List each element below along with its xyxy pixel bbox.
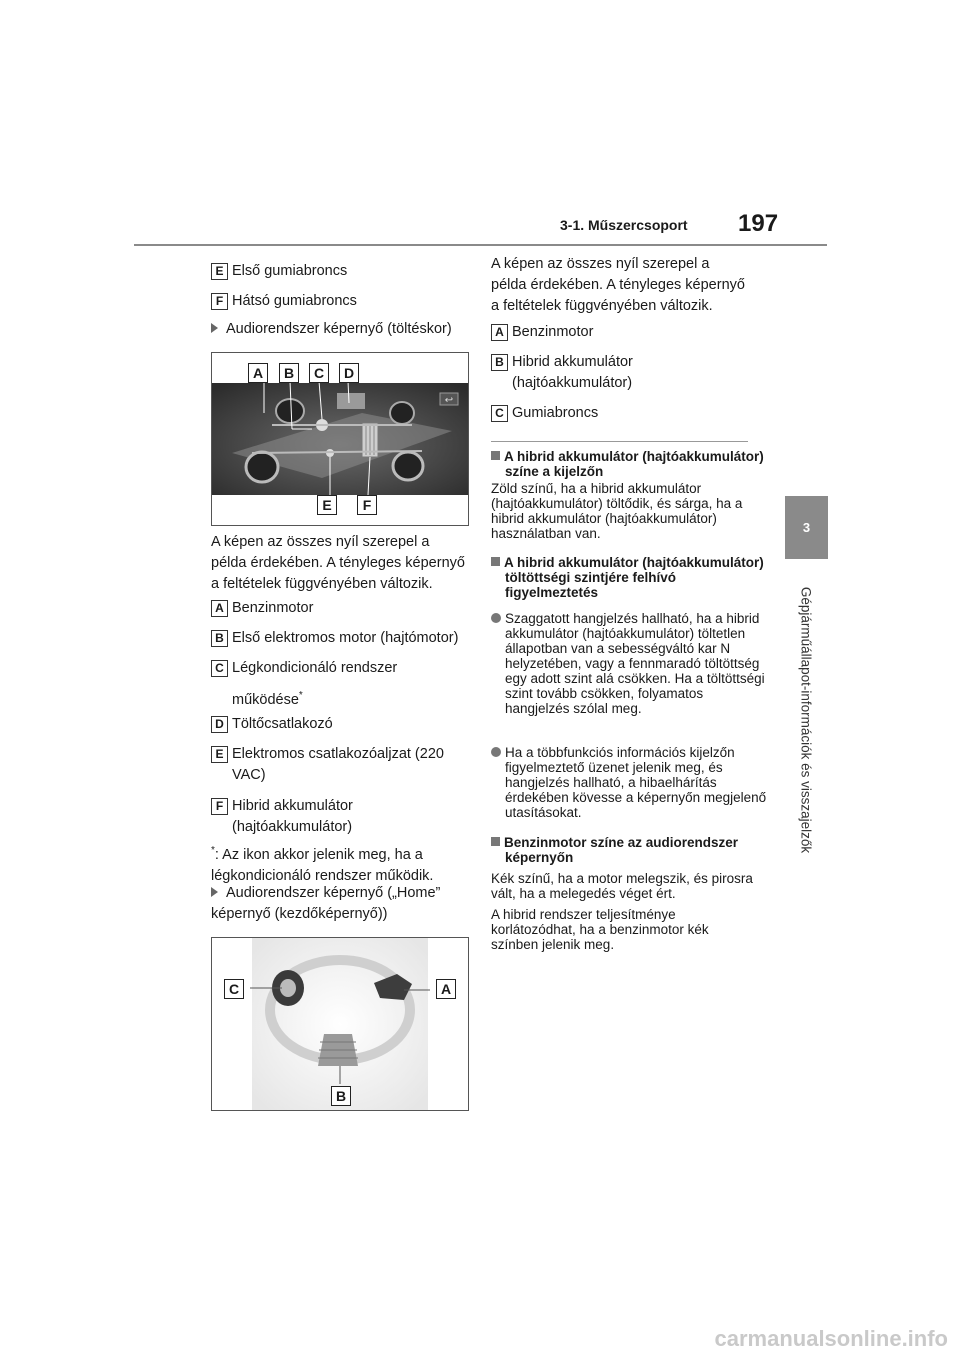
footnote	[211, 840, 467, 887]
heading-text: Benzinmotor színe az audiorendszer képernyőn	[504, 835, 739, 865]
bullet-warning-message	[491, 745, 767, 820]
letter-badge: E	[211, 263, 228, 280]
letter-badge: C	[491, 405, 508, 422]
energy-monitor-home-figure	[211, 937, 469, 1111]
letter-badge: A	[491, 324, 508, 341]
callout-label: F	[357, 495, 377, 515]
list-item-rear-tire	[211, 291, 357, 312]
footnote-marker: *	[298, 690, 303, 701]
list-item-charging-inlet	[211, 714, 333, 735]
page-number: 197	[738, 210, 779, 237]
list-item-gasoline-engine-home	[491, 322, 593, 343]
letter-badge: F	[211, 293, 228, 310]
letter-badge: B	[211, 630, 228, 647]
callout-label: B	[279, 363, 299, 383]
item-text: Töltőcsatlakozó	[232, 716, 333, 732]
divider	[491, 441, 748, 442]
square-bullet-icon	[491, 557, 500, 566]
list-item-gasoline-engine	[211, 598, 313, 619]
item-text: Gumiabroncs	[512, 405, 599, 421]
paragraph-performance: A hibrid rendszer teljesítménye korlátozódhat, ha a benzinmotor kék színben jelenik meg.	[491, 907, 709, 952]
list-item-tire-home	[491, 403, 598, 424]
item-text: Hátsó gumiabroncs	[232, 293, 357, 309]
letter-badge: E	[211, 746, 228, 763]
arrow-item-charging-screen	[211, 319, 452, 340]
callout-label: D	[339, 363, 359, 383]
callout-label: E	[317, 495, 337, 515]
arrow-item-home-screen	[211, 883, 461, 925]
bullet-buzzer	[491, 611, 767, 716]
item-text: Első gumiabroncs	[232, 263, 348, 279]
energy-flow-illustration	[212, 938, 468, 1110]
list-item-first-tire	[211, 261, 347, 282]
list-item-hybrid-battery	[211, 796, 442, 838]
round-bullet-icon	[491, 613, 501, 623]
list-item-ac-operation	[211, 658, 402, 714]
item-text-main: Légkondicionáló rendszer működése	[232, 660, 398, 708]
list-item-power-outlet	[211, 744, 450, 786]
letter-badge: B	[491, 354, 508, 371]
list-item-front-motor	[211, 628, 458, 649]
header-rule	[134, 244, 827, 246]
chapter-number: 3	[802, 520, 811, 535]
back-arrow-icon: ↩	[444, 395, 454, 406]
item-text: Hibrid akkumulátor (hajtóakkumulátor)	[512, 354, 633, 391]
heading-text: A hibrid akkumulátor (hajtóakkumulátor) színe a kijelzőn	[504, 449, 764, 479]
list-item-hybrid-battery-home	[491, 352, 737, 394]
footnote-text: : Az ikon akkor jelenik meg, ha a légkondicionáló rendszer működik.	[211, 846, 434, 884]
letter-badge: A	[211, 600, 228, 617]
item-text: Benzinmotor	[512, 324, 594, 340]
figure-note: A képen az összes nyíl szerepel a példa érdekében. A tényleges képernyő a feltételek függvényében változik.	[211, 534, 465, 592]
item-text: Első elektromos motor (hajtómotor)	[232, 630, 459, 646]
triangle-bullet-icon	[211, 323, 218, 333]
figure-note-right: A képen az összes nyíl szerepel a példa érdekében. A tényleges képernyő a feltételek függvényében változik.	[491, 256, 745, 314]
heading-engine-color	[491, 835, 767, 865]
heading-text: A hibrid akkumulátor (hajtóakkumulátor) töltöttségi szintjére felhívó figyelmeztetés	[504, 555, 764, 600]
callout-label: C	[224, 979, 244, 999]
letter-badge: D	[211, 716, 228, 733]
watermark: carmanualsonline.info	[714, 1326, 948, 1351]
energy-monitor-charging-figure	[211, 352, 469, 526]
arrow-item-text: Audiorendszer képernyő („Home” képernyő (kezdőképernyő))	[211, 885, 441, 922]
triangle-bullet-icon	[211, 887, 218, 897]
bullet-text: Ha a többfunkciós információs kijelzőn figyelmeztető üzenet jelenik meg, és hangjelzés hallható, a hibaelhárítás érdekében kövesse a képernyőn megjelenő utasításokat.	[505, 745, 767, 820]
chapter-side-title-text: Gépjárműállapot-információk és visszajelzők	[798, 586, 814, 853]
callout-label: C	[309, 363, 329, 383]
chapter-side-title	[784, 568, 828, 871]
chapter-tab	[785, 496, 828, 559]
square-bullet-icon	[491, 451, 500, 460]
item-text: Benzinmotor	[232, 600, 314, 616]
round-bullet-icon	[491, 747, 501, 757]
footnote-asterisk: *	[211, 845, 215, 856]
callout-label: A	[248, 363, 268, 383]
item-text: Elektromos csatlakozóaljzat (220 VAC)	[232, 746, 444, 783]
section-title: 3-1. Műszercsoport	[560, 217, 688, 233]
square-bullet-icon	[491, 837, 500, 846]
paragraph-battery-color: Zöld színű, ha a hibrid akkumulátor (hajtóakkumulátor) töltődik, és sárga, ha a hibrid akkumulátor (hajtóakkumulátor) használatban van.	[491, 481, 743, 541]
heading-battery-color	[491, 449, 767, 479]
callout-label: B	[331, 1086, 351, 1106]
heading-battery-warning	[491, 555, 767, 600]
letter-badge: C	[211, 660, 228, 677]
paragraph-engine-color: Kék színű, ha a motor melegszik, és pirosra vált, ha a melegedés véget ért.	[491, 871, 753, 901]
item-text: Hibrid akkumulátor (hajtóakkumulátor)	[232, 798, 353, 835]
arrow-item-text: Audiorendszer képernyő (töltéskor)	[226, 321, 452, 337]
letter-badge: F	[211, 798, 228, 815]
bullet-text: Szaggatott hangjelzés hallható, ha a hibrid akkumulátor (hajtóakkumulátor) töltetlen állapotban van a sebességváltó kar N helyzetében, vagy a fennmaradó töltöttség egy adott szint alá csökken. Ha a töltöttségi szint tovább csökken, folyamatos hangjelzés szólal meg.	[505, 611, 765, 716]
item-text	[232, 654, 402, 714]
callout-label: A	[436, 979, 456, 999]
